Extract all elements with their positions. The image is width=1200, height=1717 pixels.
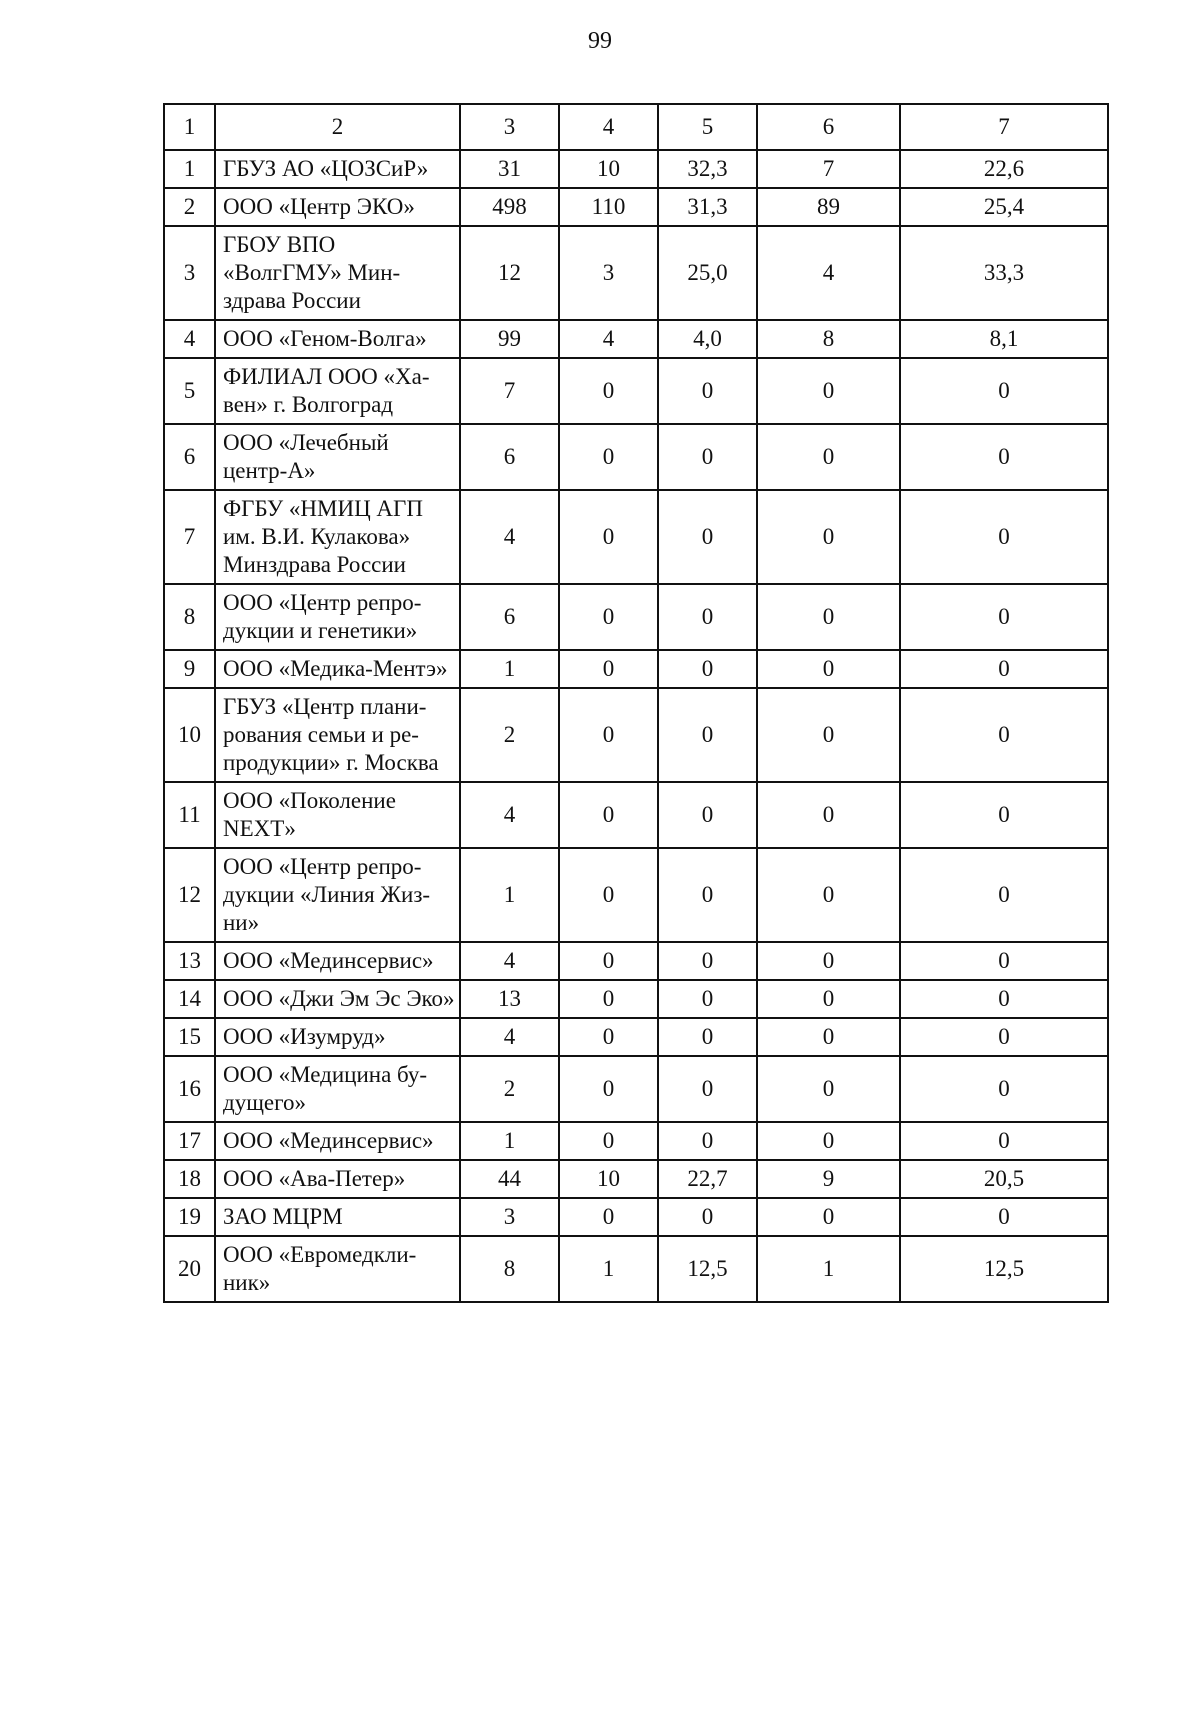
col4-cell: 110 — [559, 188, 658, 226]
col7-cell: 0 — [900, 358, 1108, 424]
name-cell: ООО «Центр репро-дукции «Линия Жиз-ни» — [215, 848, 460, 942]
col4-cell: 3 — [559, 226, 658, 320]
col6-cell: 0 — [757, 1056, 900, 1122]
table-row — [164, 980, 1108, 1018]
col5-cell: 22,7 — [658, 1160, 757, 1198]
row-number-cell: 14 — [164, 980, 215, 1018]
name-cell: ООО «Джи Эм Эс Эко» — [215, 980, 460, 1018]
table-row — [164, 150, 1108, 188]
name-cell: ФИЛИАЛ ООО «Ха-вен» г. Волгоград — [215, 358, 460, 424]
col4-cell: 0 — [559, 782, 658, 848]
col5-cell: 4,0 — [658, 320, 757, 358]
col6-cell: 0 — [757, 650, 900, 688]
col5-cell: 0 — [658, 650, 757, 688]
col5-cell: 0 — [658, 490, 757, 584]
col7-cell: 0 — [900, 1198, 1108, 1236]
table-row — [164, 1198, 1108, 1236]
row-number-cell: 10 — [164, 688, 215, 782]
col3-cell: 498 — [460, 188, 559, 226]
col5-cell: 0 — [658, 584, 757, 650]
table-row — [164, 848, 1108, 942]
column-header-5: 5 — [658, 104, 757, 150]
col5-cell: 0 — [658, 942, 757, 980]
col5-cell: 31,3 — [658, 188, 757, 226]
name-cell: ООО «Медицина бу-дущего» — [215, 1056, 460, 1122]
name-cell: ГБУЗ «Центр плани-рования семьи и ре-продукции» г. Москва — [215, 688, 460, 782]
col3-cell: 4 — [460, 1018, 559, 1056]
name-cell: ООО «Поколение NEXT» — [215, 782, 460, 848]
col3-cell: 6 — [460, 584, 559, 650]
table-row — [164, 942, 1108, 980]
col7-cell: 0 — [900, 424, 1108, 490]
col7-cell: 0 — [900, 1056, 1108, 1122]
row-number-cell: 18 — [164, 1160, 215, 1198]
row-number-cell: 15 — [164, 1018, 215, 1056]
col5-cell: 0 — [658, 848, 757, 942]
table-row — [164, 188, 1108, 226]
table-row — [164, 226, 1108, 320]
col3-cell: 1 — [460, 848, 559, 942]
col3-cell: 31 — [460, 150, 559, 188]
col5-cell: 0 — [658, 1122, 757, 1160]
col6-cell: 0 — [757, 942, 900, 980]
col6-cell: 0 — [757, 848, 900, 942]
col5-cell: 0 — [658, 688, 757, 782]
name-cell: ООО «Мединсервис» — [215, 942, 460, 980]
col3-cell: 4 — [460, 942, 559, 980]
col5-cell: 12,5 — [658, 1236, 757, 1302]
col4-cell: 0 — [559, 1198, 658, 1236]
col3-cell: 4 — [460, 490, 559, 584]
col6-cell: 9 — [757, 1160, 900, 1198]
col7-cell: 12,5 — [900, 1236, 1108, 1302]
name-cell: ООО «Мединсервис» — [215, 1122, 460, 1160]
col4-cell: 0 — [559, 490, 658, 584]
col6-cell: 0 — [757, 424, 900, 490]
row-number-cell: 2 — [164, 188, 215, 226]
name-cell: ООО «Ава-Петер» — [215, 1160, 460, 1198]
col3-cell: 12 — [460, 226, 559, 320]
col7-cell: 0 — [900, 688, 1108, 782]
col4-cell: 0 — [559, 358, 658, 424]
col3-cell: 8 — [460, 1236, 559, 1302]
col3-cell: 3 — [460, 1198, 559, 1236]
col7-cell: 0 — [900, 1122, 1108, 1160]
col5-cell: 25,0 — [658, 226, 757, 320]
row-number-cell: 12 — [164, 848, 215, 942]
table-header-row — [164, 104, 1108, 150]
col6-cell: 0 — [757, 782, 900, 848]
col4-cell: 0 — [559, 650, 658, 688]
col3-cell: 6 — [460, 424, 559, 490]
col6-cell: 8 — [757, 320, 900, 358]
col4-cell: 0 — [559, 1018, 658, 1056]
col4-cell: 0 — [559, 942, 658, 980]
name-cell: ЗАО МЦРМ — [215, 1198, 460, 1236]
col3-cell: 44 — [460, 1160, 559, 1198]
row-number-cell: 3 — [164, 226, 215, 320]
name-cell: ООО «Геном-Волга» — [215, 320, 460, 358]
col5-cell: 0 — [658, 782, 757, 848]
row-number-cell: 9 — [164, 650, 215, 688]
table-row — [164, 424, 1108, 490]
col6-cell: 0 — [757, 980, 900, 1018]
col7-cell: 0 — [900, 942, 1108, 980]
column-header-6: 6 — [757, 104, 900, 150]
col7-cell: 0 — [900, 1018, 1108, 1056]
name-cell: ООО «Медика-Ментэ» — [215, 650, 460, 688]
col5-cell: 0 — [658, 1018, 757, 1056]
col4-cell: 1 — [559, 1236, 658, 1302]
col7-cell: 33,3 — [900, 226, 1108, 320]
col6-cell: 7 — [757, 150, 900, 188]
col6-cell: 4 — [757, 226, 900, 320]
data-table — [163, 103, 1109, 1303]
col3-cell: 2 — [460, 688, 559, 782]
col7-cell: 0 — [900, 584, 1108, 650]
col7-cell: 25,4 — [900, 188, 1108, 226]
col4-cell: 10 — [559, 1160, 658, 1198]
row-number-cell: 4 — [164, 320, 215, 358]
col3-cell: 1 — [460, 1122, 559, 1160]
col5-cell: 0 — [658, 1056, 757, 1122]
col7-cell: 0 — [900, 980, 1108, 1018]
col4-cell: 10 — [559, 150, 658, 188]
col6-cell: 1 — [757, 1236, 900, 1302]
table-row — [164, 650, 1108, 688]
col5-cell: 0 — [658, 358, 757, 424]
row-number-cell: 19 — [164, 1198, 215, 1236]
col7-cell: 0 — [900, 490, 1108, 584]
col5-cell: 0 — [658, 980, 757, 1018]
col4-cell: 4 — [559, 320, 658, 358]
col3-cell: 7 — [460, 358, 559, 424]
column-header-1: 1 — [164, 104, 215, 150]
table-row — [164, 688, 1108, 782]
col7-cell: 8,1 — [900, 320, 1108, 358]
col3-cell: 13 — [460, 980, 559, 1018]
table-row — [164, 320, 1108, 358]
row-number-cell: 20 — [164, 1236, 215, 1302]
col3-cell: 4 — [460, 782, 559, 848]
col6-cell: 0 — [757, 1122, 900, 1160]
column-header-7: 7 — [900, 104, 1108, 150]
table-row — [164, 1236, 1108, 1302]
col4-cell: 0 — [559, 584, 658, 650]
col6-cell: 89 — [757, 188, 900, 226]
row-number-cell: 13 — [164, 942, 215, 980]
col6-cell: 0 — [757, 490, 900, 584]
column-header-2: 2 — [215, 104, 460, 150]
row-number-cell: 8 — [164, 584, 215, 650]
col4-cell: 0 — [559, 688, 658, 782]
col4-cell: 0 — [559, 1056, 658, 1122]
row-number-cell: 17 — [164, 1122, 215, 1160]
page-number: 99 — [588, 28, 612, 54]
table-row — [164, 782, 1108, 848]
col6-cell: 0 — [757, 1018, 900, 1056]
col6-cell: 0 — [757, 584, 900, 650]
col6-cell: 0 — [757, 358, 900, 424]
col6-cell: 0 — [757, 1198, 900, 1236]
col4-cell: 0 — [559, 848, 658, 942]
col4-cell: 0 — [559, 1122, 658, 1160]
table-row — [164, 1122, 1108, 1160]
col3-cell: 1 — [460, 650, 559, 688]
col5-cell: 32,3 — [658, 150, 757, 188]
table-row — [164, 358, 1108, 424]
col7-cell: 22,6 — [900, 150, 1108, 188]
row-number-cell: 11 — [164, 782, 215, 848]
row-number-cell: 1 — [164, 150, 215, 188]
table-row — [164, 1160, 1108, 1198]
col7-cell: 0 — [900, 782, 1108, 848]
row-number-cell: 5 — [164, 358, 215, 424]
col5-cell: 0 — [658, 424, 757, 490]
col7-cell: 0 — [900, 848, 1108, 942]
name-cell: ГБОУ ВПО «ВолгГМУ» Мин-здрава России — [215, 226, 460, 320]
column-header-4: 4 — [559, 104, 658, 150]
name-cell: ООО «Центр ЭКО» — [215, 188, 460, 226]
col5-cell: 0 — [658, 1198, 757, 1236]
row-number-cell: 6 — [164, 424, 215, 490]
name-cell: ООО «Изумруд» — [215, 1018, 460, 1056]
name-cell: ООО «Евромедкли-ник» — [215, 1236, 460, 1302]
name-cell: ООО «Центр репро-дукции и генетики» — [215, 584, 460, 650]
name-cell: ГБУЗ АО «ЦОЗСиР» — [215, 150, 460, 188]
col4-cell: 0 — [559, 980, 658, 1018]
col7-cell: 0 — [900, 650, 1108, 688]
column-header-3: 3 — [460, 104, 559, 150]
table-row — [164, 490, 1108, 584]
col3-cell: 2 — [460, 1056, 559, 1122]
col4-cell: 0 — [559, 424, 658, 490]
row-number-cell: 7 — [164, 490, 215, 584]
table-row — [164, 1018, 1108, 1056]
col6-cell: 0 — [757, 688, 900, 782]
row-number-cell: 16 — [164, 1056, 215, 1122]
table-row — [164, 584, 1108, 650]
name-cell: ФГБУ «НМИЦ АГП им. В.И. Кулакова» Минздрава России — [215, 490, 460, 584]
name-cell: ООО «Лечебный центр-А» — [215, 424, 460, 490]
col3-cell: 99 — [460, 320, 559, 358]
table-row — [164, 1056, 1108, 1122]
col7-cell: 20,5 — [900, 1160, 1108, 1198]
